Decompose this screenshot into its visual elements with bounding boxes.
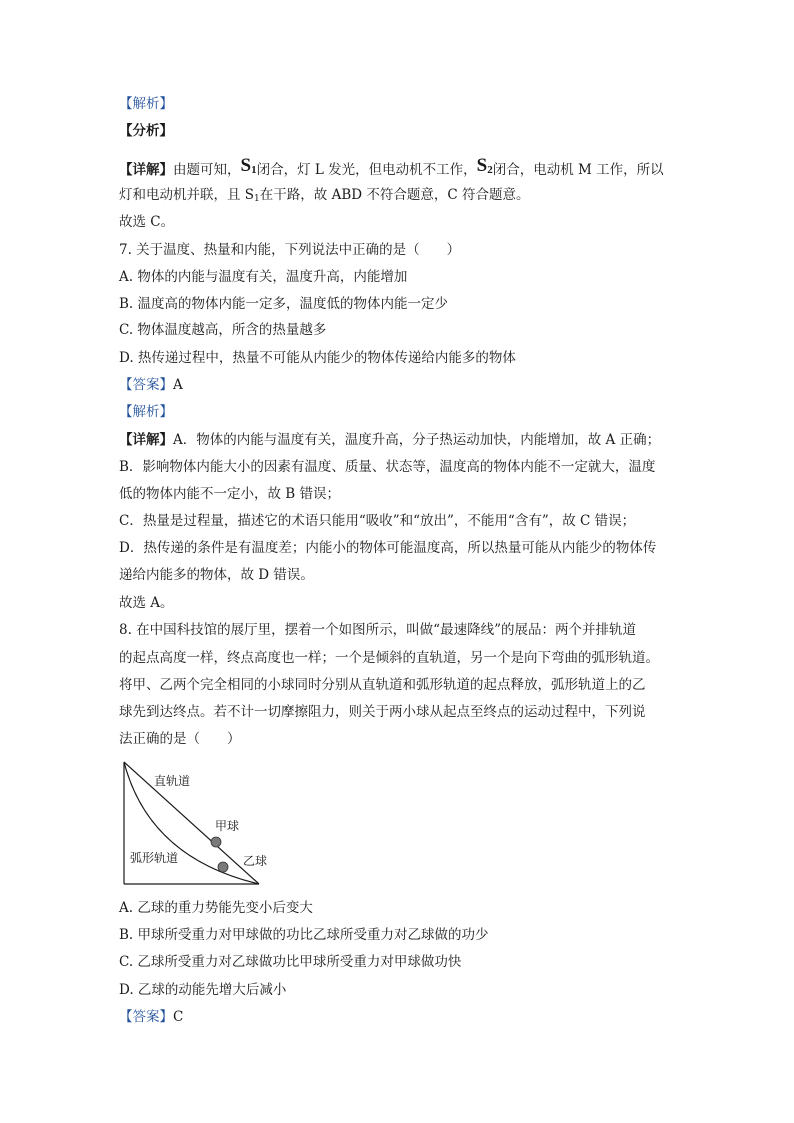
detail-7-line-3 (119, 484, 340, 504)
question-7-option-d (119, 348, 516, 368)
detail-text-d: 灯和电动机并联，且 S (119, 187, 255, 203)
detail-7-text-5: D．热传递的条件是有温度差；内能小的物体可能温度高，所以热量可能从内能少的物体传 (119, 540, 657, 556)
question-8-text-2: 的起点高度一样，终点高度也一样；一个是倾斜的直轨道，另一个是向下弯曲的弧形轨道。 (119, 650, 659, 666)
question-8-line-1 (119, 620, 636, 640)
answer-7 (119, 375, 183, 395)
choose-line-7 (119, 593, 174, 613)
question-8-text-5: 法正确的是（ ） (119, 731, 241, 747)
option-d-text: D. 乙球的动能先增大后减小 (119, 982, 287, 998)
question-8-option-d (119, 980, 286, 1000)
detail-tag: 【详解】 (119, 162, 173, 178)
brachistochrone-figure (119, 758, 269, 888)
answer-value: C (173, 1009, 184, 1025)
question-8-line-2 (119, 648, 659, 668)
option-c-text: C. 物体温度越高，所含的热量越多 (119, 322, 327, 338)
question-7-option-a (119, 267, 407, 287)
switch-s2-symbol (477, 155, 493, 176)
question-7-option-b (119, 294, 448, 314)
detail-7-line-2 (119, 457, 655, 477)
question-7-option-c (119, 320, 326, 340)
label-ball-a: 甲球 (215, 819, 240, 833)
label-ball-b: 乙球 (243, 854, 268, 868)
detail-7-line-6 (119, 565, 314, 585)
switch-s2-letter: S (476, 155, 488, 176)
detail-text-e: 在干路，故 ABD 不符合题意，C 符合题意。 (259, 187, 530, 203)
detail-7-line-5 (119, 538, 656, 558)
detail-7-text-6: 递给内能多的物体，故 D 错误。 (119, 567, 314, 583)
detail-7-text-4: C．热量是过程量，描述它的术语只能用“吸收”和“放出”，不能用“含有”，故 C 错误； (119, 513, 636, 529)
option-b-text: B. 甲球所受重力对甲球做的功比乙球所受重力对乙球做的功少 (119, 927, 489, 943)
choose-text: 故选 C。 (119, 214, 175, 230)
detail-7-line-4 (119, 511, 635, 531)
question-8-text-1: 8. 在中国科技馆的展厅里，摆着一个如图所示，叫做“最速降线”的展品：两个并排轨道 (119, 622, 636, 638)
detail-text-a: 由题可知， (173, 162, 241, 178)
switch-s1-letter: S (240, 155, 252, 176)
question-8-line-5 (119, 729, 241, 749)
detail-7-text-3: 低的物体内能不一定小，故 B 错误； (119, 486, 341, 502)
answer-8 (119, 1007, 183, 1027)
switch-s1-symbol (241, 155, 257, 176)
detail-tag: 【详解】 (119, 432, 173, 448)
ball-a (211, 837, 221, 847)
option-b-text: B. 温度高的物体内能一定多，温度低的物体内能一定少 (119, 296, 449, 312)
option-a-text: A. 乙球的重力势能先变小后变大 (119, 900, 313, 916)
detail-line-1 (119, 155, 664, 179)
question-8-option-c (119, 952, 461, 972)
question-8-option-b (119, 925, 489, 945)
detail-line-2 (119, 185, 529, 205)
ball-b (218, 862, 228, 872)
analysis-tag: 【解析】 (119, 96, 173, 112)
answer-value: A (173, 377, 183, 393)
question-8-line-4 (119, 702, 646, 722)
question-8-text-3: 将甲、乙两个完全相同的小球同时分别从直轨道和弧形轨道的起点释放，弧形轨道上的乙 (119, 677, 646, 693)
question-7-text: 7. 关于温度、热量和内能，下列说法中正确的是（ ） (119, 242, 461, 258)
switch-s2-subscript: 2 (487, 164, 493, 176)
fenxi-heading (119, 121, 173, 141)
analysis-tag: 【解析】 (119, 404, 173, 420)
detail-text-b: 闭合，灯 L 发光，但电动机不工作， (256, 162, 477, 178)
choose-line-6 (119, 212, 174, 232)
question-8-text-4: 球先到达终点。若不计一切摩擦阻力，则关于两小球从起点至终点的运动过程中，下列说 (119, 704, 646, 720)
analysis-heading-7 (119, 402, 173, 422)
option-c-text: C. 乙球所受重力对乙球做功比甲球所受重力对甲球做功快 (119, 954, 462, 970)
detail-7-text-2: B．影响物体内能大小的因素有温度、质量、状态等，温度高的物体内能不一定就大，温度 (119, 459, 656, 475)
label-curved-track: 弧形轨道 (130, 851, 179, 865)
switch-s1-subscript: 1 (251, 164, 257, 176)
detail-7-text-1: A．物体的内能与温度有关，温度升高，分子热运动加快，内能增加，故 A 正确； (173, 432, 661, 448)
choose-text: 故选 A。 (119, 595, 174, 611)
detail-7-line-1 (119, 430, 660, 450)
detail-text-c: 闭合，电动机 M 工作，所以 (492, 162, 664, 178)
question-8-option-a (119, 898, 313, 918)
answer-tag: 【答案】 (119, 1009, 173, 1025)
fenxi-tag: 【分析】 (119, 123, 173, 139)
answer-tag: 【答案】 (119, 377, 173, 393)
analysis-heading-1 (119, 94, 173, 114)
question-8-line-3 (119, 675, 646, 695)
option-d-text: D. 热传递过程中，热量不可能从内能少的物体传递给内能多的物体 (119, 350, 516, 366)
question-7 (119, 240, 460, 260)
label-straight-track: 直轨道 (154, 774, 191, 788)
s1-subscript: 1 (254, 194, 260, 204)
option-a-text: A. 物体的内能与温度有关，温度升高，内能增加 (119, 269, 408, 285)
